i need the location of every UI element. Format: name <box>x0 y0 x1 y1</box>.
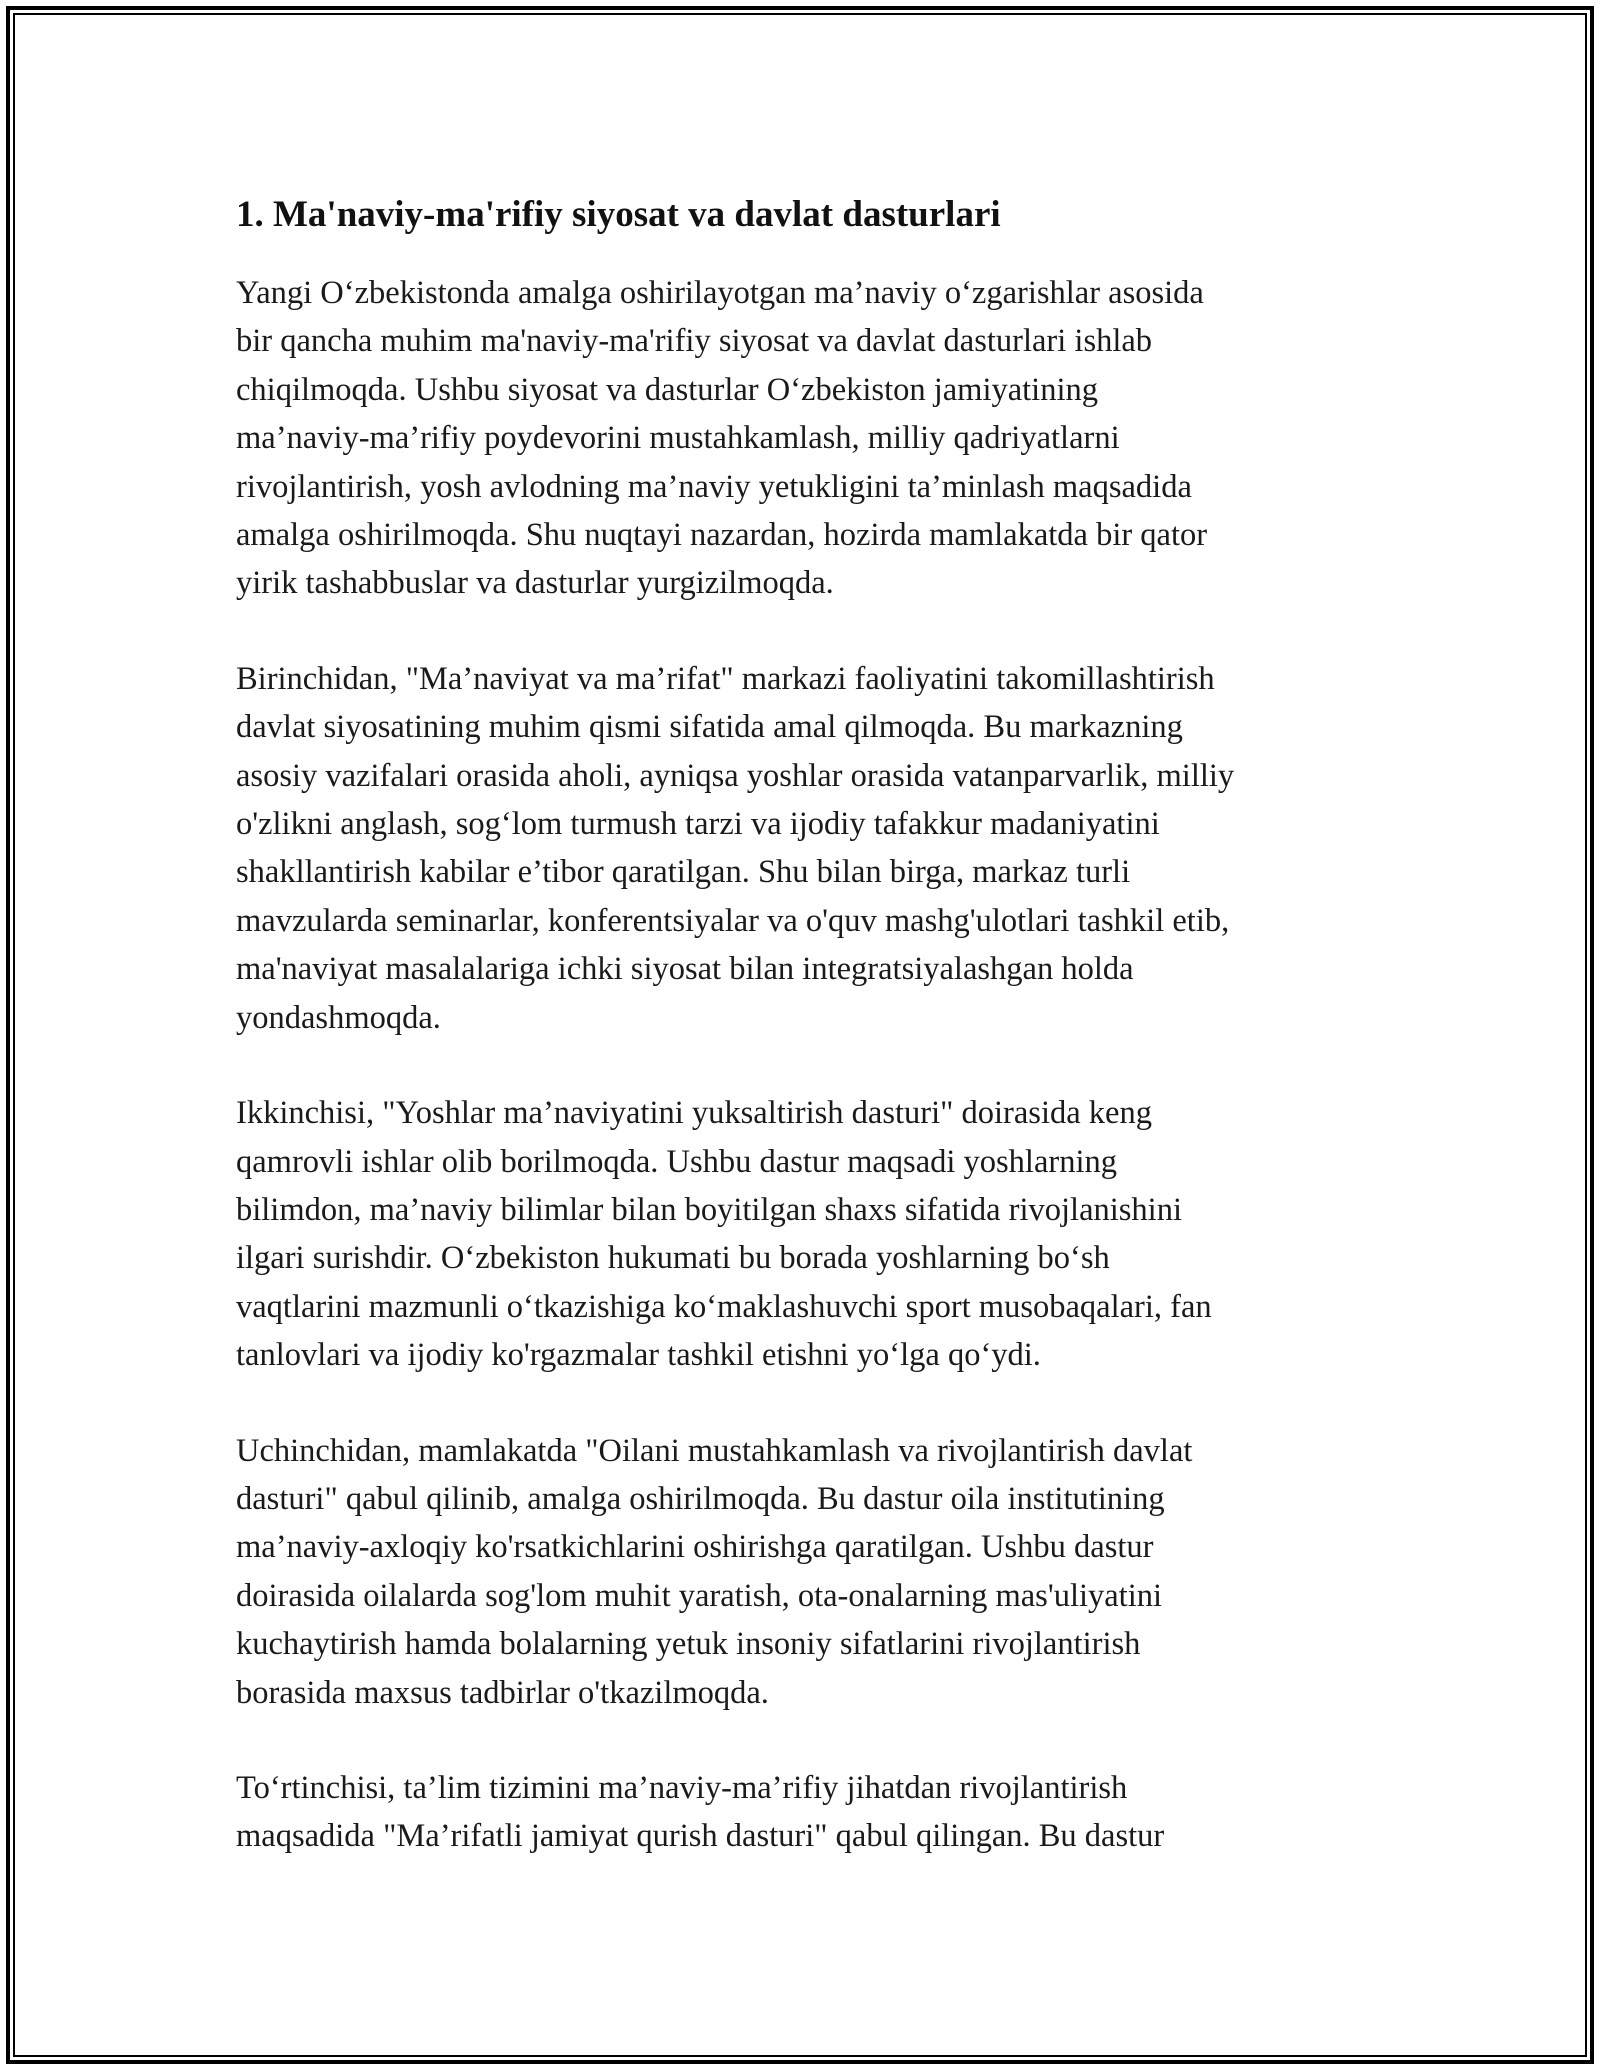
paragraph-intro: Yangi O‘zbekistonda amalga oshirilayotgan ma’naviy o‘zgarishlar asosida bir qancha muhim ma'naviy-ma'rifiy siyosat va davlat dasturlari ishlab chiqilmoqda. Ushbu siyosat va dasturlar O‘zbekiston jamiyatining ma’naviy-ma’rifiy poydevorini mustahkamlash, milliy qadriyatlarni rivojlantirish, yosh avlodning ma’naviy yetukligini ta’minlash maqsadida amalga oshirilmoqda. Shu nuqtayi nazardan, hozirda mamlakatda bir qator yirik tashabbuslar va dasturlar yurgizilmoqda. <box>236 275 1208 602</box>
paragraph-second: Ikkinchisi, "Yoshlar ma’naviyatini yuksaltirish dasturi" doirasida keng qamrovli ishlar olib borilmoqda. Ushbu dastur maqsadi yoshlarning bilimdon, ma’naviy bilimlar bilan boyitilgan shaxs sifatida rivojlanishini ilgari surishdir. O‘zbekiston hukumati bu borada yoshlarning bo‘sh vaqtlarini mazmunli o‘tkazishiga ko‘maklashuvchi sport musobaqalari, fan tanlovlari va ijodiy ko'rgazmalar tashkil etishni yo‘lga qo‘ydi. <box>236 1095 1212 1374</box>
document-body <box>236 185 1376 1908</box>
section-heading: 1. Ma'naviy-ma'rifiy siyosat va davlat dasturlari <box>236 194 1001 235</box>
paragraph-third: Uchinchidan, mamlakatda "Oilani mustahkamlash va rivojlantirish davlat dasturi" qabul qilinib, amalga oshirilmoqda. Bu dastur oila institutining ma’naviy-axloqiy ko'rsatkichlarini oshirishga qaratilgan. Ushbu dastur doirasida oilalarda sog'lom muhit yaratish, ota-onalarning mas'uliyatini kuchaytirish hamda bolalarning yetuk insoniy sifatlarini rivojlantirish borasida maxsus tadbirlar o'tkazilmoqda. <box>236 1432 1193 1711</box>
paragraph-first: Birinchidan, "Ma’naviyat va ma’rifat" markazi faoliyatini takomillashtirish davlat siyosatining muhim qismi sifatida amal qilmoqda. Bu markazning asosiy vazifalari orasida aholi, ayniqsa yoshlar orasida vatanparvarlik, milliy o'zlikni anglash, sog‘lom turmush tarzi va ijodiy tafakkur madaniyatini shakllantirish kabilar e’tibor qaratilgan. Shu bilan birga, markaz turli mavzularda seminarlar, konferentsiyalar va o'quv mashg'ulotlari tashkil etib, ma'naviyat masalalariga ichki siyosat bilan integratsiyalashgan holda yondashmoqda. <box>236 660 1235 1036</box>
paragraph-fourth: To‘rtinchisi, ta’lim tizimini ma’naviy-ma’rifiy jihatdan rivojlantirish maqsadida "Ma’rifatli jamiyat qurish dasturi" qabul qilingan. Bu dastur <box>236 1769 1165 1855</box>
